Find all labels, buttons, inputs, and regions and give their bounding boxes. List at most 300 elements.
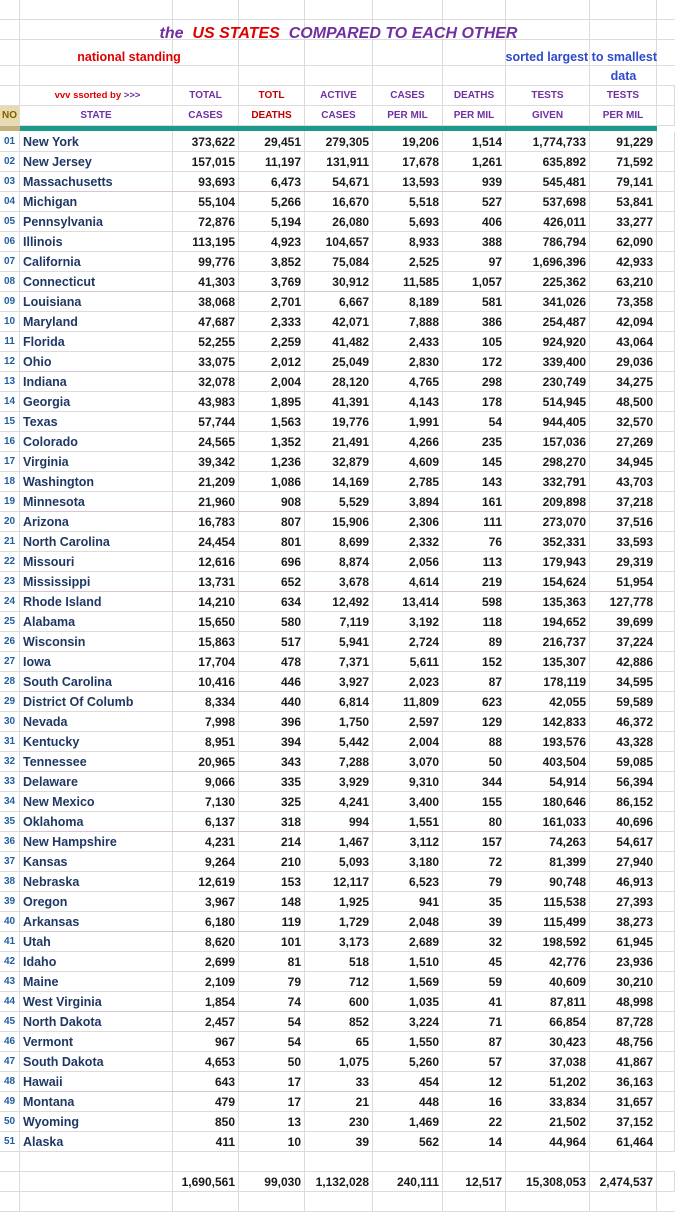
active-cases: 1,729	[305, 912, 373, 932]
cases-per-mil: 2,306	[373, 512, 443, 532]
cases-per-mil: 448	[373, 1092, 443, 1112]
deaths-per-mil: 39	[443, 912, 506, 932]
total-deaths: 81	[239, 952, 305, 972]
total-cases: 7,130	[173, 792, 239, 812]
sorted-by-arrows: >>>	[123, 90, 141, 101]
table-row	[0, 1092, 675, 1112]
header-tests-2: TESTS	[590, 86, 657, 106]
tests-given: 230,749	[506, 372, 590, 392]
tests-per-mil: 61,945	[590, 932, 657, 952]
header-state: STATE	[20, 106, 173, 126]
tests-per-mil: 32,570	[590, 412, 657, 432]
deaths-per-mil: 406	[443, 212, 506, 232]
total-cases: 57,744	[173, 412, 239, 432]
tests-given: 40,609	[506, 972, 590, 992]
row-number: 12	[0, 352, 20, 372]
state-name: North Carolina	[20, 532, 173, 552]
row-number: 36	[0, 832, 20, 852]
total-cases: 6,137	[173, 812, 239, 832]
tests-per-mil: 91,229	[590, 132, 657, 152]
deaths-per-mil: 71	[443, 1012, 506, 1032]
cases-per-mil: 17,678	[373, 152, 443, 172]
state-name: Arkansas	[20, 912, 173, 932]
tests-given: 115,499	[506, 912, 590, 932]
active-cases: 712	[305, 972, 373, 992]
table-row	[0, 332, 675, 352]
active-cases: 852	[305, 1012, 373, 1032]
row-number: 24	[0, 592, 20, 612]
header-deaths-per-mil: PER MIL	[443, 106, 506, 126]
row-number: 04	[0, 192, 20, 212]
tests-per-mil: 37,152	[590, 1112, 657, 1132]
tests-per-mil: 59,085	[590, 752, 657, 772]
cases-per-mil: 1,550	[373, 1032, 443, 1052]
total-cases: 1,854	[173, 992, 239, 1012]
total-deaths: 4,923	[239, 232, 305, 252]
tests-per-mil: 34,595	[590, 672, 657, 692]
tests-given: 157,036	[506, 432, 590, 452]
active-cases: 3,927	[305, 672, 373, 692]
table-row	[0, 672, 675, 692]
cases-per-mil: 3,894	[373, 492, 443, 512]
active-cases: 3,678	[305, 572, 373, 592]
tests-per-mil: 33,277	[590, 212, 657, 232]
state-name: Louisiana	[20, 292, 173, 312]
active-cases: 5,941	[305, 632, 373, 652]
row-separator	[20, 591, 657, 592]
active-cases: 12,117	[305, 872, 373, 892]
active-cases: 21,491	[305, 432, 373, 452]
cases-per-mil: 3,192	[373, 612, 443, 632]
header-cases: CASES	[373, 86, 443, 106]
active-cases: 28,120	[305, 372, 373, 392]
total-deaths: 2,004	[239, 372, 305, 392]
state-name: Connecticut	[20, 272, 173, 292]
state-name: Virginia	[20, 452, 173, 472]
total-deaths: 2,259	[239, 332, 305, 352]
table-row	[0, 1012, 675, 1032]
total-cases: 12,616	[173, 552, 239, 572]
deaths-per-mil: 59	[443, 972, 506, 992]
tests-per-mil: 73,358	[590, 292, 657, 312]
state-name: Washington	[20, 472, 173, 492]
tests-given: 44,964	[506, 1132, 590, 1152]
cases-per-mil: 13,414	[373, 592, 443, 612]
cases-per-mil: 3,180	[373, 852, 443, 872]
total-deaths: 801	[239, 532, 305, 552]
deaths-per-mil: 88	[443, 732, 506, 752]
tests-per-mil: 30,210	[590, 972, 657, 992]
total-deaths: 79	[239, 972, 305, 992]
row-number: 39	[0, 892, 20, 912]
state-name: Montana	[20, 1092, 173, 1112]
total-deaths: 335	[239, 772, 305, 792]
table-row	[0, 292, 675, 312]
tests-given: 135,363	[506, 592, 590, 612]
tests-given: 216,737	[506, 632, 590, 652]
total-cases: 47,687	[173, 312, 239, 332]
tests-per-mil: 63,210	[590, 272, 657, 292]
active-cases: 6,667	[305, 292, 373, 312]
tests-given: 161,033	[506, 812, 590, 832]
state-name: Alabama	[20, 612, 173, 632]
total-cases: 43,983	[173, 392, 239, 412]
total-deaths: 148	[239, 892, 305, 912]
tests-per-mil: 46,372	[590, 712, 657, 732]
cases-per-mil: 1,551	[373, 812, 443, 832]
deaths-per-mil: 161	[443, 492, 506, 512]
deaths-per-mil: 623	[443, 692, 506, 712]
cases-per-mil: 4,765	[373, 372, 443, 392]
row-separator	[20, 931, 657, 932]
row-number: 09	[0, 292, 20, 312]
state-name: Maryland	[20, 312, 173, 332]
active-cases: 14,169	[305, 472, 373, 492]
deaths-per-mil: 388	[443, 232, 506, 252]
active-cases: 518	[305, 952, 373, 972]
header-total-cases: CASES	[173, 106, 239, 126]
tests-given: 42,776	[506, 952, 590, 972]
total-cases: 52,255	[173, 332, 239, 352]
total-deaths: 210	[239, 852, 305, 872]
active-cases: 5,442	[305, 732, 373, 752]
state-name: Nevada	[20, 712, 173, 732]
active-cases: 3,173	[305, 932, 373, 952]
title-highlight: US STATES	[192, 25, 280, 42]
state-name: New Hampshire	[20, 832, 173, 852]
tests-given: 142,833	[506, 712, 590, 732]
tests-given: 33,834	[506, 1092, 590, 1112]
table-row	[0, 832, 675, 852]
row-number: 10	[0, 312, 20, 332]
tests-per-mil: 42,886	[590, 652, 657, 672]
tests-given: 209,898	[506, 492, 590, 512]
deaths-per-mil: 12	[443, 1072, 506, 1092]
cases-per-mil: 941	[373, 892, 443, 912]
header-total-deaths: DEATHS	[239, 106, 305, 126]
total-deaths: 3,852	[239, 252, 305, 272]
state-name: Utah	[20, 932, 173, 952]
state-name: Oklahoma	[20, 812, 173, 832]
tests-per-mil: 29,036	[590, 352, 657, 372]
deaths-per-mil: 32	[443, 932, 506, 952]
deaths-per-mil: 14	[443, 1132, 506, 1152]
state-name: Alaska	[20, 1132, 173, 1152]
total-cases: 38,068	[173, 292, 239, 312]
deaths-per-mil: 129	[443, 712, 506, 732]
tests-per-mil: 36,163	[590, 1072, 657, 1092]
deaths-per-mil: 57	[443, 1052, 506, 1072]
deaths-per-mil: 16	[443, 1092, 506, 1112]
table-row	[0, 232, 675, 252]
active-cases: 33	[305, 1072, 373, 1092]
row-number: 46	[0, 1032, 20, 1052]
active-cases: 65	[305, 1032, 373, 1052]
sheet-title	[20, 22, 657, 46]
table-row	[0, 772, 675, 792]
deaths-per-mil: 1,514	[443, 132, 506, 152]
state-name: Missouri	[20, 552, 173, 572]
cases-per-mil: 454	[373, 1072, 443, 1092]
row-number: 26	[0, 632, 20, 652]
tests-given: 90,748	[506, 872, 590, 892]
active-cases: 7,288	[305, 752, 373, 772]
total-deaths: 1,352	[239, 432, 305, 452]
row-number: 03	[0, 172, 20, 192]
table-row	[0, 752, 675, 772]
row-separator	[20, 371, 657, 372]
total-deaths: 1,895	[239, 392, 305, 412]
tests-per-mil: 48,998	[590, 992, 657, 1012]
total-deaths: 652	[239, 572, 305, 592]
total-deaths: 440	[239, 692, 305, 712]
total-deaths: 807	[239, 512, 305, 532]
total-deaths: 11,197	[239, 152, 305, 172]
cases-per-mil: 8,189	[373, 292, 443, 312]
tests-given: 154,624	[506, 572, 590, 592]
row-number: 28	[0, 672, 20, 692]
sorted-by-text: vvv ssorted by	[54, 90, 122, 101]
header-row-bottom	[0, 106, 675, 126]
total-deaths: 13	[239, 1112, 305, 1132]
deaths-per-mil: 939	[443, 172, 506, 192]
tests-given: 135,307	[506, 652, 590, 672]
cases-per-mil: 2,023	[373, 672, 443, 692]
row-number: 30	[0, 712, 20, 732]
row-number: 42	[0, 952, 20, 972]
tests-given: 341,026	[506, 292, 590, 312]
active-cases: 1,750	[305, 712, 373, 732]
cases-per-mil: 2,785	[373, 472, 443, 492]
active-cases: 41,391	[305, 392, 373, 412]
header-total: TOTAL	[173, 86, 239, 106]
active-cases: 75,084	[305, 252, 373, 272]
tests-given: 74,263	[506, 832, 590, 852]
deaths-per-mil: 172	[443, 352, 506, 372]
active-cases: 32,879	[305, 452, 373, 472]
total-cases: 21,209	[173, 472, 239, 492]
state-name: Wisconsin	[20, 632, 173, 652]
active-cases: 994	[305, 812, 373, 832]
header-cases-per-mil: PER MIL	[373, 106, 443, 126]
total-deaths: 1,236	[239, 452, 305, 472]
table-row	[0, 1032, 675, 1052]
table-row	[0, 372, 675, 392]
total-cases: 21,960	[173, 492, 239, 512]
deaths-per-mil: 111	[443, 512, 506, 532]
total-cases: 967	[173, 1032, 239, 1052]
row-separator	[20, 291, 657, 292]
tests-per-mil: 54,617	[590, 832, 657, 852]
table-row	[0, 392, 675, 412]
deaths-per-mil: 219	[443, 572, 506, 592]
active-cases: 104,657	[305, 232, 373, 252]
row-number: 19	[0, 492, 20, 512]
table-row	[0, 692, 675, 712]
table-row	[0, 352, 675, 372]
table-row	[0, 632, 675, 652]
total-cases: 15,650	[173, 612, 239, 632]
table-row	[0, 612, 675, 632]
cases-per-mil: 3,224	[373, 1012, 443, 1032]
state-name: Kentucky	[20, 732, 173, 752]
row-separator	[20, 511, 657, 512]
total-deaths: 517	[239, 632, 305, 652]
row-number: 35	[0, 812, 20, 832]
state-name: Oregon	[20, 892, 173, 912]
table-row	[0, 812, 675, 832]
total-cases-per-mil: 240,111	[373, 1172, 443, 1192]
total-cases: 2,109	[173, 972, 239, 992]
active-cases: 3,929	[305, 772, 373, 792]
state-name: Maine	[20, 972, 173, 992]
state-name: Michigan	[20, 192, 173, 212]
tests-per-mil: 62,090	[590, 232, 657, 252]
tests-given: 193,576	[506, 732, 590, 752]
total-deaths: 1,086	[239, 472, 305, 492]
total-deaths: 54	[239, 1012, 305, 1032]
state-name: Tennessee	[20, 752, 173, 772]
header-deaths: DEATHS	[443, 86, 506, 106]
total-deaths: 2,701	[239, 292, 305, 312]
row-number: 49	[0, 1092, 20, 1112]
active-cases: 8,874	[305, 552, 373, 572]
header-tests-given: GIVEN	[506, 106, 590, 126]
table-row	[0, 532, 675, 552]
state-name: New York	[20, 132, 173, 152]
total-deaths: 396	[239, 712, 305, 732]
total-cases: 6,180	[173, 912, 239, 932]
table-row	[0, 252, 675, 272]
header-row-top	[0, 86, 675, 106]
total-cases: 55,104	[173, 192, 239, 212]
cases-per-mil: 1,035	[373, 992, 443, 1012]
cases-per-mil: 2,004	[373, 732, 443, 752]
active-cases: 15,906	[305, 512, 373, 532]
tests-per-mil: 43,328	[590, 732, 657, 752]
active-cases: 6,814	[305, 692, 373, 712]
row-number: 23	[0, 572, 20, 592]
tests-given: 198,592	[506, 932, 590, 952]
table-row	[0, 1052, 675, 1072]
table-row	[0, 552, 675, 572]
row-separator	[20, 691, 657, 692]
total-cases: 643	[173, 1072, 239, 1092]
row-number: 45	[0, 1012, 20, 1032]
tests-per-mil: 42,094	[590, 312, 657, 332]
total-deaths: 153	[239, 872, 305, 892]
row-separator	[20, 1091, 657, 1092]
row-number: 18	[0, 472, 20, 492]
tests-given: 194,652	[506, 612, 590, 632]
total-deaths: 5,266	[239, 192, 305, 212]
tests-given: 403,504	[506, 752, 590, 772]
row-number: 15	[0, 412, 20, 432]
total-cases: 10,416	[173, 672, 239, 692]
row-number: 51	[0, 1132, 20, 1152]
tests-per-mil: 48,756	[590, 1032, 657, 1052]
table-row	[0, 192, 675, 212]
row-number: 05	[0, 212, 20, 232]
table-row	[0, 172, 675, 192]
tests-given: 1,774,733	[506, 132, 590, 152]
state-name: Indiana	[20, 372, 173, 392]
cases-per-mil: 7,888	[373, 312, 443, 332]
active-cases: 4,241	[305, 792, 373, 812]
table-row	[0, 472, 675, 492]
tests-given: 426,011	[506, 212, 590, 232]
total-deaths: 343	[239, 752, 305, 772]
state-name: Iowa	[20, 652, 173, 672]
tests-per-mil: 86,152	[590, 792, 657, 812]
tests-per-mil: 59,589	[590, 692, 657, 712]
row-number: 47	[0, 1052, 20, 1072]
tests-given: 635,892	[506, 152, 590, 172]
total-tests-per-mil: 2,474,537	[590, 1172, 657, 1192]
cases-per-mil: 19,206	[373, 132, 443, 152]
tests-given: 1,696,396	[506, 252, 590, 272]
state-name: Vermont	[20, 1032, 173, 1052]
active-cases: 5,529	[305, 492, 373, 512]
tests-given: 179,943	[506, 552, 590, 572]
subtitle-data: data	[610, 69, 637, 83]
table-row	[0, 452, 675, 472]
table-row	[0, 592, 675, 612]
total-cases: 13,731	[173, 572, 239, 592]
header-active-cases: CASES	[305, 106, 373, 126]
state-name: South Carolina	[20, 672, 173, 692]
active-cases: 19,776	[305, 412, 373, 432]
cases-per-mil: 3,112	[373, 832, 443, 852]
header-no: NO	[0, 106, 20, 126]
tests-per-mil: 34,945	[590, 452, 657, 472]
state-name: Wyoming	[20, 1112, 173, 1132]
table-row	[0, 432, 675, 452]
tests-per-mil: 61,464	[590, 1132, 657, 1152]
total-cases: 39,342	[173, 452, 239, 472]
table-row	[0, 712, 675, 732]
tests-per-mil: 29,319	[590, 552, 657, 572]
row-number: 06	[0, 232, 20, 252]
tests-given: 37,038	[506, 1052, 590, 1072]
header-divider	[20, 126, 657, 131]
total-cases: 8,620	[173, 932, 239, 952]
tests-per-mil: 87,728	[590, 1012, 657, 1032]
state-name: Idaho	[20, 952, 173, 972]
deaths-per-mil: 97	[443, 252, 506, 272]
total-deaths: 10	[239, 1132, 305, 1152]
deaths-per-mil: 76	[443, 532, 506, 552]
total-deaths-per-mil: 12,517	[443, 1172, 506, 1192]
table-row	[0, 1112, 675, 1132]
deaths-per-mil: 527	[443, 192, 506, 212]
deaths-per-mil: 87	[443, 1032, 506, 1052]
cases-per-mil: 2,525	[373, 252, 443, 272]
tests-given: 273,070	[506, 512, 590, 532]
state-name: Florida	[20, 332, 173, 352]
cases-per-mil: 3,400	[373, 792, 443, 812]
tests-given: 225,362	[506, 272, 590, 292]
cases-per-mil: 1,510	[373, 952, 443, 972]
total-deaths: 696	[239, 552, 305, 572]
row-number: 38	[0, 872, 20, 892]
table-row	[0, 1072, 675, 1092]
row-number: 48	[0, 1072, 20, 1092]
cases-per-mil: 5,518	[373, 192, 443, 212]
state-name: North Dakota	[20, 1012, 173, 1032]
tests-given: 545,481	[506, 172, 590, 192]
tests-per-mil: 41,867	[590, 1052, 657, 1072]
